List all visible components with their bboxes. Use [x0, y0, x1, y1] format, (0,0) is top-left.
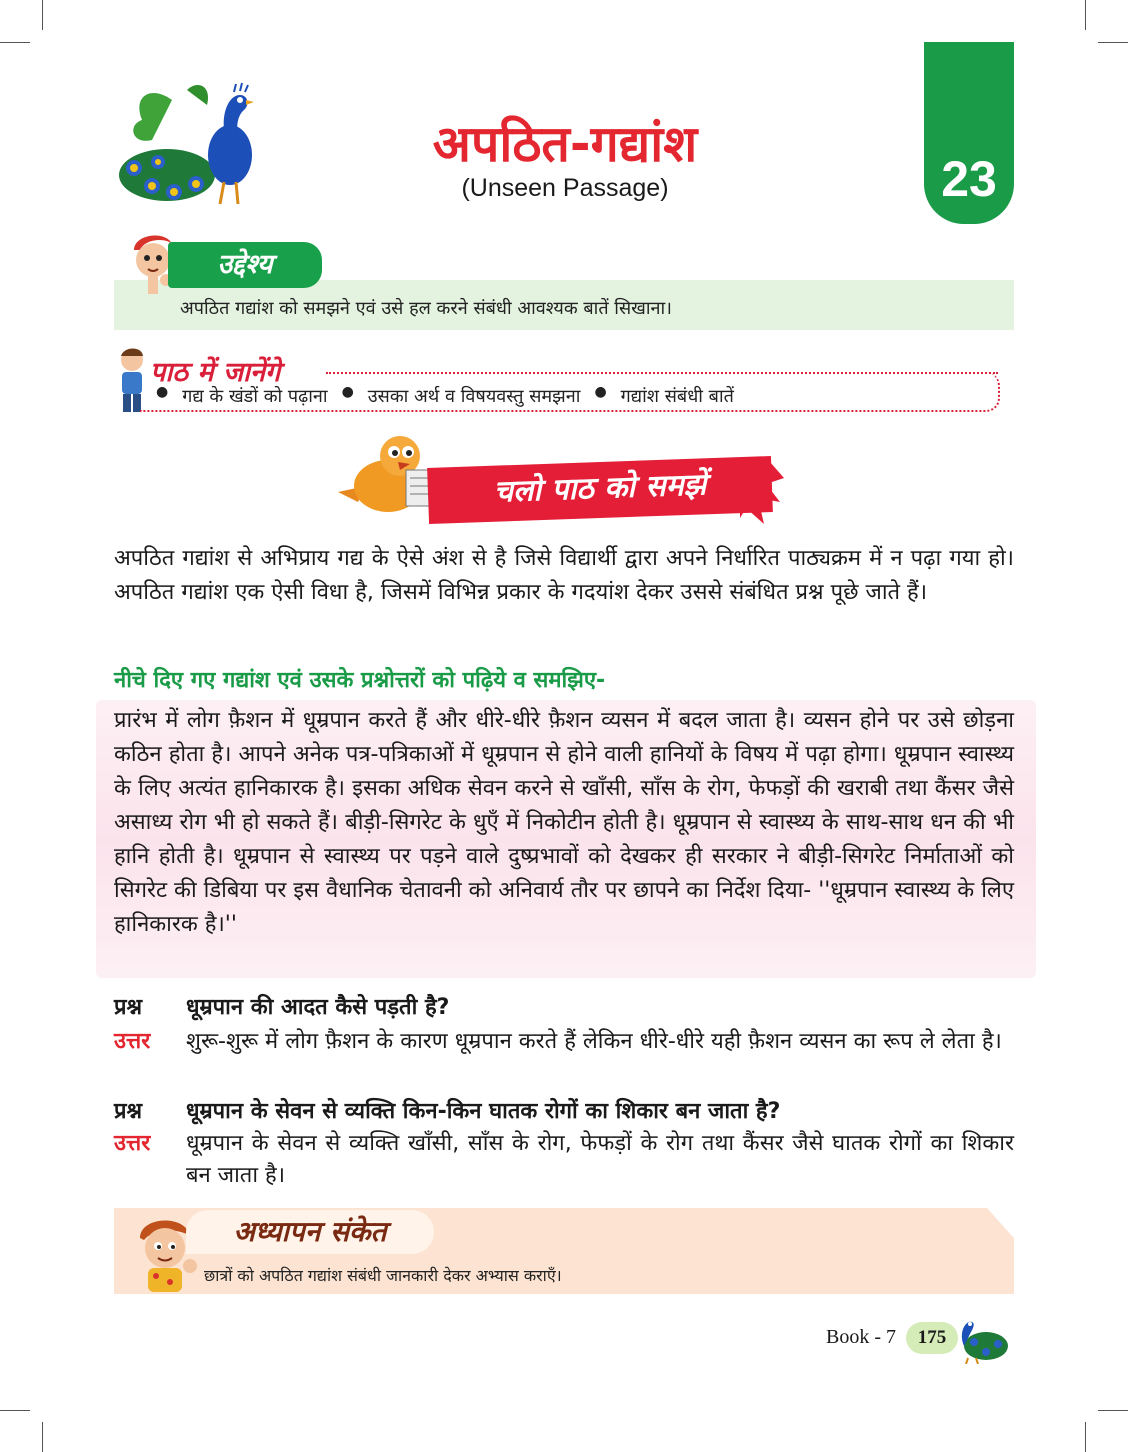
bullet-icon: ●	[594, 384, 607, 400]
answer-text: शुरू-शुरू में लोग फ़ैशन के कारण धूम्रपान करते हैं लेकिन धीरे-धीरे यही फ़ैशन व्यसन का रूप ले लेता है।	[186, 1029, 1002, 1054]
crop-mark	[42, 1422, 43, 1452]
section-banner-text: चलो पाठ को समझें	[493, 467, 707, 510]
bullet-icon: ●	[156, 384, 169, 400]
crop-mark	[1085, 1422, 1086, 1452]
crop-mark	[1098, 1410, 1128, 1411]
answer-block	[114, 1026, 1014, 1058]
chapter-subtitle: (Unseen Passage)	[461, 174, 669, 202]
intro-paragraph: अपठित गद्यांश से अभिप्राय गद्य के ऐसे अंश से है जिसे विद्यार्थी द्वारा अपने निर्धारित पाठ्यक्रम में न पढ़ा गया हो। अपठित गद्यांश एक ऐसी विधा है, जिसमें विभिन्न प्रकार के गदयांश देकर उससे संबंधित प्रश्न पूछे जाते हैं।	[114, 546, 1014, 605]
objective-text: अपठित गद्यांश को समझने एवं उसे हल करने संबंधी आवश्यक बातें सिखाना।	[180, 298, 673, 319]
question-text: धूम्रपान के सेवन से व्यक्ति किन-किन घातक रोगों का शिकार बन जाता है?	[186, 1099, 781, 1124]
learn-list	[156, 384, 734, 408]
teaching-note-text: छात्रों को अपठित गद्यांश संबंधी जानकारी देकर अभ्यास कराएँ।	[204, 1266, 562, 1285]
crop-mark	[42, 0, 43, 30]
question-block	[114, 992, 1014, 1024]
book-label: Book - 7	[826, 1326, 896, 1348]
answer-label: उत्तर	[114, 1029, 151, 1054]
bird-reading-newspaper-icon	[336, 432, 442, 520]
learn-item: गद्यांश संबंधी बातें	[620, 386, 734, 407]
teaching-note-label: अध्यापन संकेत	[186, 1210, 434, 1254]
chapter-number: 23	[941, 151, 997, 207]
answer-text: धूम्रपान के सेवन से व्यक्ति खाँसी, साँस के रोग, फेफड़ों के रोग तथा कैंसर जैसे घातक रोगों का शिकार बन जाता है।	[186, 1131, 1014, 1188]
peacock-illustration	[112, 80, 288, 210]
chapter-title: अपठित-गद्यांश	[432, 115, 698, 173]
question-block	[114, 1096, 1014, 1128]
crop-mark	[1098, 42, 1128, 43]
question-text: धूम्रपान की आदत कैसे पड़ती है?	[186, 995, 450, 1020]
question-label: प्रश्न	[114, 995, 143, 1020]
peacock-footer-icon	[954, 1312, 1010, 1364]
answer-block	[114, 1128, 1014, 1192]
instruction-heading: नीचे दिए गए गद्यांश एवं उसके प्रश्नोत्तरों को पढ़िये व समझिए-	[114, 668, 606, 693]
objective-label: उद्देश्य	[168, 242, 322, 288]
crop-mark	[1085, 0, 1086, 30]
learn-item: उसका अर्थ व विषयवस्तु समझना	[367, 386, 581, 407]
learn-label: पाठ में जानेंगे	[150, 357, 281, 388]
bullet-icon: ●	[341, 384, 354, 400]
page-number: 175	[906, 1322, 958, 1354]
crop-mark	[0, 42, 30, 43]
answer-label: उत्तर	[114, 1131, 151, 1156]
passage-text: प्रारंभ में लोग फ़ैशन में धूम्रपान करते हैं और धीरे-धीरे फ़ैशन व्यसन में बदल जाता है। व्यसन होने पर उसे छोड़ना कठिन होता है। आपने अनेक पत्र-पत्रिकाओं में धूम्रपान से होने वाली हानियों के विषय में पढ़ा होगा। धूम्रपान स्वास्थ्य के लिए अत्यंत हानिकारक है। इसका अधिक सेवन करने से खाँसी, साँस के रोग, फेफड़ों की खराबी तथा कैंसर जैसे असाध्य रोग भी हो सकते हैं। बीड़ी-सिगरेट के धुएँ में निकोटीन होती है। धूम्रपान से स्वास्थ्य के साथ-साथ धन की भी हानि होती है। धूम्रपान से स्वास्थ्य पर पड़ने वाले दुष्प्रभावों को देखकर ही सरकार ने बीड़ी-सिगरेट निर्माताओं को सिगरेट की डिबिया पर इस वैधानिक चेतावनी को अनिवार्य तौर पर छापने का निर्देश दिया- ''धूम्रपान स्वास्थ्य के लिए हानिकारक है।''	[114, 708, 1014, 937]
chapter-number-tab	[924, 42, 1014, 224]
question-label: प्रश्न	[114, 1099, 143, 1124]
crop-mark	[0, 1410, 30, 1411]
learn-item: गद्य के खंडों को पढ़ाना	[182, 386, 328, 407]
